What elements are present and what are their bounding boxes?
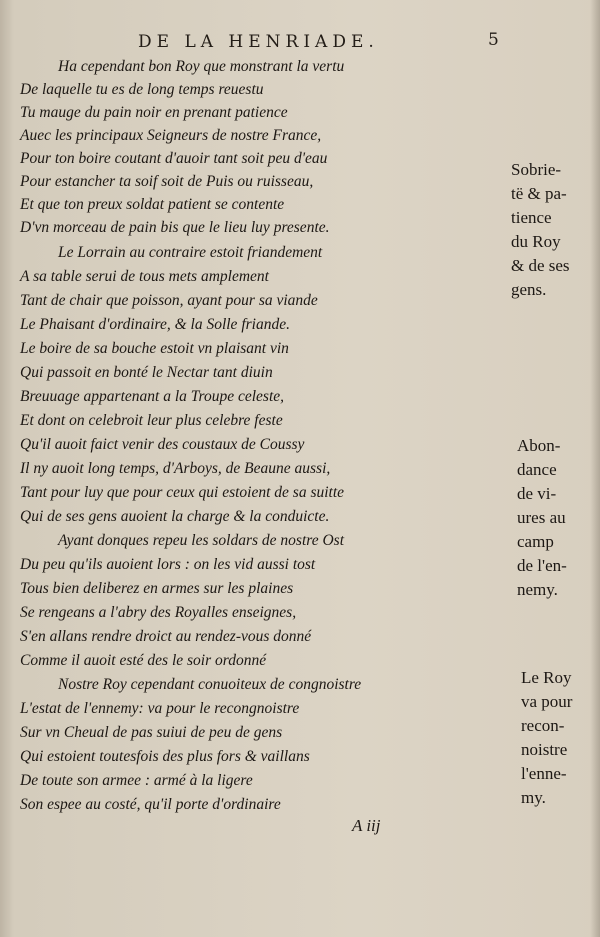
verse-line: Le Phaisant d'ordinaire, & la Solle friande. — [20, 316, 290, 333]
verse-line: S'en allans rendre droict au rendez-vous donné — [20, 628, 312, 645]
verse-line: Breuuage appartenant a la Troupe celeste, — [20, 388, 285, 405]
verse-line: De toute son armee : armé à la ligere — [20, 772, 253, 789]
verse-line: Comme il auoit esté des le soir ordonné — [20, 652, 267, 669]
verse-line: Et dont on celebroit leur plus celebre feste — [20, 412, 283, 429]
verse-line: D'vn morceau de pain bis que le lieu luy presente. — [20, 219, 330, 236]
verse-line: Pour estancher ta soif soit de Puis ou ruisseau, — [20, 173, 314, 190]
verse-line: Tu mauge du pain noir en prenant patience — [20, 104, 288, 121]
verse-line: Tant de chair que poisson, ayant pour sa viande — [20, 292, 318, 309]
running-title: DE LA HENRIADE. — [138, 32, 379, 52]
verse-line: Le boire de sa bouche estoit vn plaisant vin — [20, 340, 289, 357]
margin-note: Abon- dance de vi- ures au camp de l'en- nemy. — [517, 436, 567, 599]
verse-line: Sur vn Cheual de pas suiui de peu de gens — [20, 724, 283, 741]
verse-line: Et que ton preux soldat patient se contente — [20, 196, 285, 213]
verse-line: L'estat de l'ennemy: va pour le recongnoistre — [20, 700, 300, 717]
verse-line: Tous bien deliberez en armes sur les plaines — [20, 580, 294, 597]
verse-line: Ayant donques repeu les soldars de nostre Ost — [58, 532, 345, 549]
verse-line: Son espee au costé, qu'il porte d'ordinaire — [20, 796, 281, 813]
verse-line: Ha cependant bon Roy que monstrant la vertu — [58, 58, 345, 75]
verse-line: Il ny auoit long temps, d'Arboys, de Beaune aussi, — [20, 460, 331, 477]
verse-line: Le Lorrain au contraire estoit friandement — [58, 244, 323, 261]
margin-note: Le Roy va pour recon- noistre l'enne- my. — [521, 668, 573, 807]
verse-line: Pour ton boire coutant d'auoir tant soit peu d'eau — [20, 150, 328, 167]
page-number: 5 — [488, 30, 499, 50]
verse-line: Qui estoient toutesfois des plus fors & vaillans — [20, 748, 310, 765]
verse-line: Qu'il auoit faict venir des coustaux de Coussy — [20, 436, 305, 453]
verse-line: Nostre Roy cependant conuoiteux de congnoistre — [58, 676, 362, 693]
verse-line: Tant pour luy que pour ceux qui estoient de sa suitte — [20, 484, 345, 501]
signature-mark: A iij — [352, 816, 381, 835]
verse-line: Auec les principaux Seigneurs de nostre France, — [20, 127, 322, 144]
verse-line: Qui passoit en bonté le Nectar tant diuin — [20, 364, 273, 381]
page-edge-shadow — [590, 0, 600, 937]
verse-line: De laquelle tu es de long temps reuestu — [20, 81, 264, 98]
verse-line: Se rengeans a l'abry des Royalles enseignes, — [20, 604, 297, 621]
verse-line: Du peu qu'ils auoient lors : on les vid aussi tost — [20, 556, 316, 573]
verse-line: Qui de ses gens auoient la charge & la conduicte. — [20, 508, 330, 525]
margin-note: Sobrie- të & pa- tience du Roy & de ses gens. — [511, 160, 570, 299]
verse-line: A sa table serui de tous mets amplement — [20, 268, 269, 285]
